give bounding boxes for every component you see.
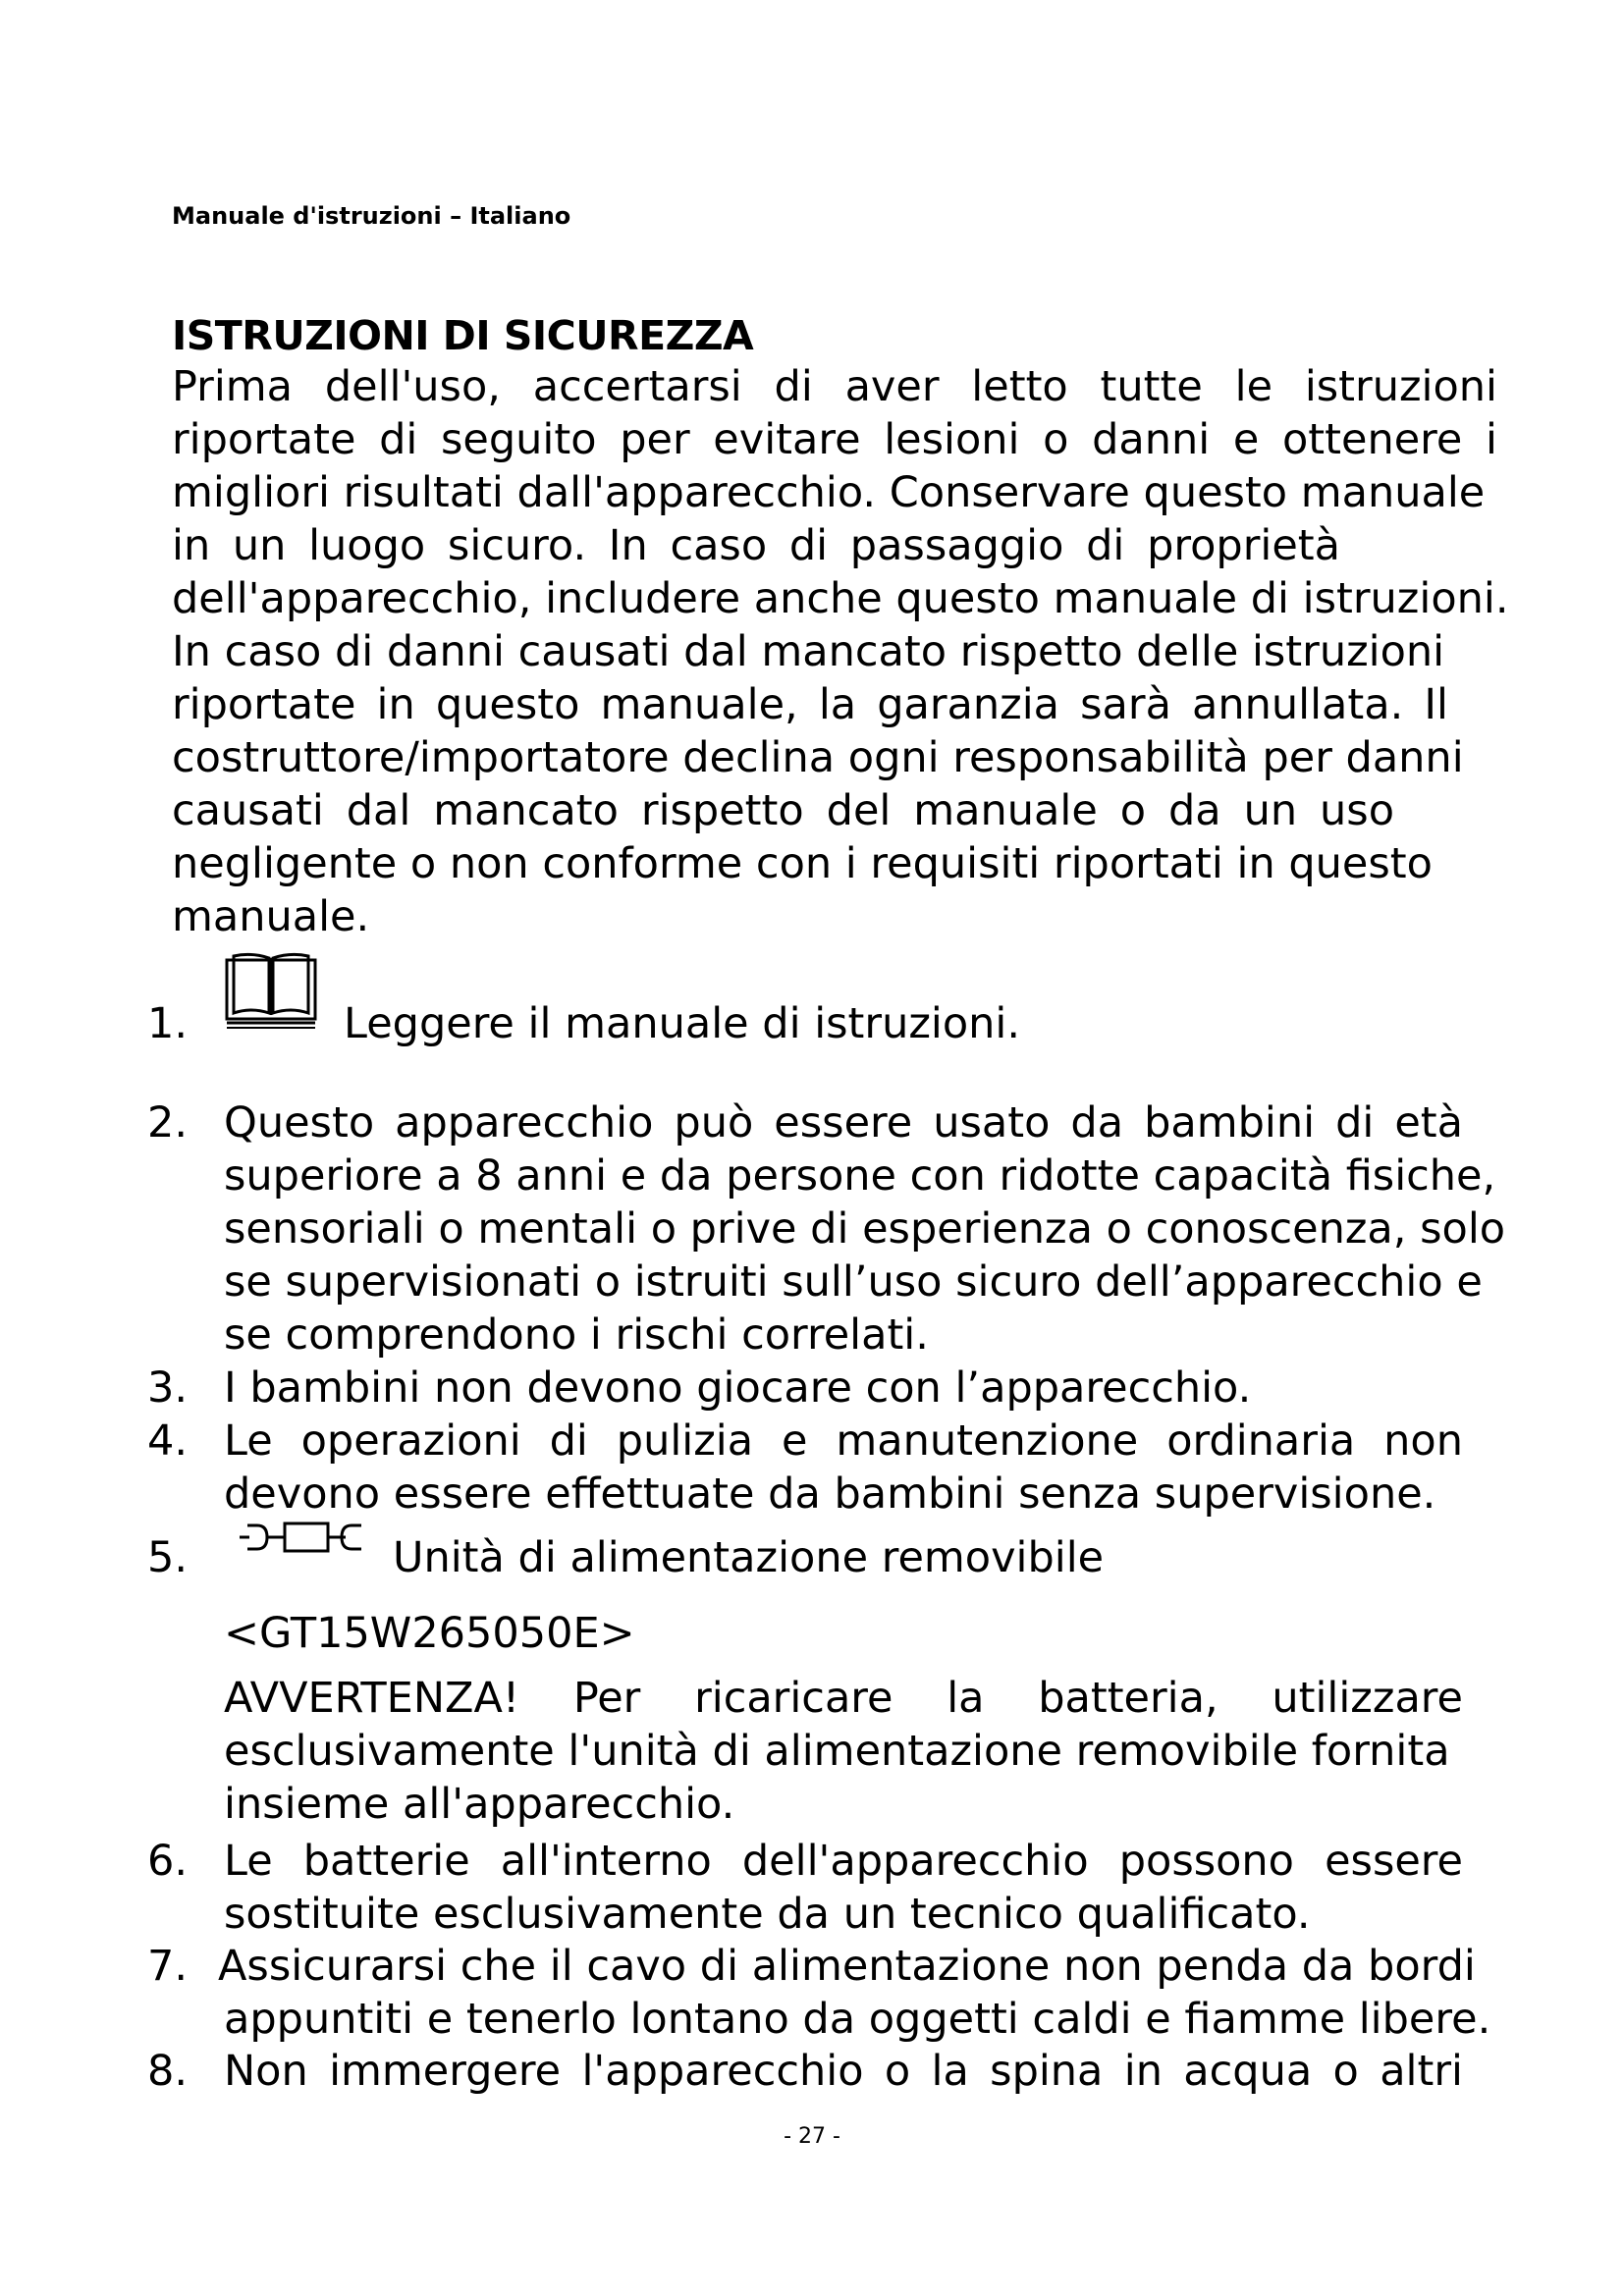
- intro-line: negligente o non conforme con i requisiti riportati in questo: [172, 839, 1433, 888]
- intro-line: manuale.: [172, 892, 370, 941]
- warning-text: insieme all'apparecchio.: [224, 1780, 735, 1829]
- item-text: Non immergere l'apparecchio o la spina in acqua o altri: [224, 2047, 1463, 2096]
- intro-line: riportate di seguito per evitare lesioni o danni e ottenere i: [172, 415, 1497, 464]
- item-number: 2.: [147, 1098, 189, 1148]
- intro-line: Prima dell'uso, accertarsi di aver letto tutte le istruzioni: [172, 362, 1497, 411]
- section-title: ISTRUZIONI DI SICUREZZA: [172, 312, 754, 359]
- item-text: Leggere il manuale di istruzioni.: [344, 999, 1021, 1048]
- intro-line: migliori risultati dall'apparecchio. Conservare questo manuale: [172, 468, 1486, 517]
- item-text: sostituite esclusivamente da un tecnico qualificato.: [224, 1890, 1311, 1939]
- intro-line: causati dal mancato rispetto del manuale o da un uso: [172, 786, 1394, 835]
- item-number: 7.: [147, 1942, 189, 1991]
- item-text: se supervisionati o istruiti sull’uso sicuro dell’apparecchio e: [224, 1257, 1483, 1307]
- item-number: 3.: [147, 1363, 189, 1413]
- page-header: Manuale d'istruzioni – Italiano: [172, 202, 571, 230]
- item-text: sensoriali o mentali o prive di esperienza o conoscenza, solo: [224, 1204, 1506, 1254]
- intro-line: dell'apparecchio, includere anche questo manuale di istruzioni.: [172, 574, 1509, 623]
- detachable-supply-unit-icon: [236, 1518, 373, 1557]
- item-text: Le operazioni di pulizia e manutenzione ordinaria non: [224, 1416, 1463, 1466]
- model-code-text: <GT15W265050E>: [224, 1609, 635, 1658]
- intro-line: In caso di danni causati dal mancato rispetto delle istruzioni: [172, 627, 1445, 676]
- item-text: Assicurarsi che il cavo di alimentazione non penda da bordi: [218, 1942, 1476, 1991]
- item-number: 1.: [147, 999, 189, 1048]
- intro-line: in un luogo sicuro. In caso di passaggio di proprietà: [172, 521, 1340, 570]
- item-number: 5.: [147, 1533, 189, 1582]
- item-number: 4.: [147, 1416, 189, 1466]
- item-number: 6.: [147, 1837, 189, 1886]
- warning-text: esclusivamente l'unità di alimentazione removibile fornita: [224, 1727, 1450, 1776]
- item-number: 8.: [147, 2047, 189, 2096]
- intro-line: costruttore/importatore declina ogni responsabilità per danni: [172, 733, 1464, 782]
- intro-paragraph: [172, 360, 1509, 943]
- item-text: superiore a 8 anni e da persone con ridotte capacità fisiche,: [224, 1151, 1496, 1201]
- item-text: Questo apparecchio può essere usato da bambini di età: [224, 1098, 1463, 1148]
- item-text: Le batterie all'interno dell'apparecchio possono essere: [224, 1837, 1463, 1886]
- intro-line: riportate in questo manuale, la garanzia sarà annullata. Il: [172, 680, 1448, 729]
- item-text: appuntiti e tenerlo lontano da oggetti caldi e fiamme libere.: [224, 1995, 1491, 2044]
- warning-text: AVVERTENZA! Per ricaricare la batteria, utilizzare: [224, 1674, 1463, 1723]
- page-number: - 27 -: [784, 2124, 840, 2149]
- item-text: Unità di alimentazione removibile: [393, 1533, 1105, 1582]
- item-text: se comprendono i rischi correlati.: [224, 1310, 929, 1360]
- book-icon: [224, 950, 318, 1031]
- item-text: devono essere effettuate da bambini senza supervisione.: [224, 1469, 1436, 1519]
- item-text: I bambini non devono giocare con l’apparecchio.: [224, 1363, 1252, 1413]
